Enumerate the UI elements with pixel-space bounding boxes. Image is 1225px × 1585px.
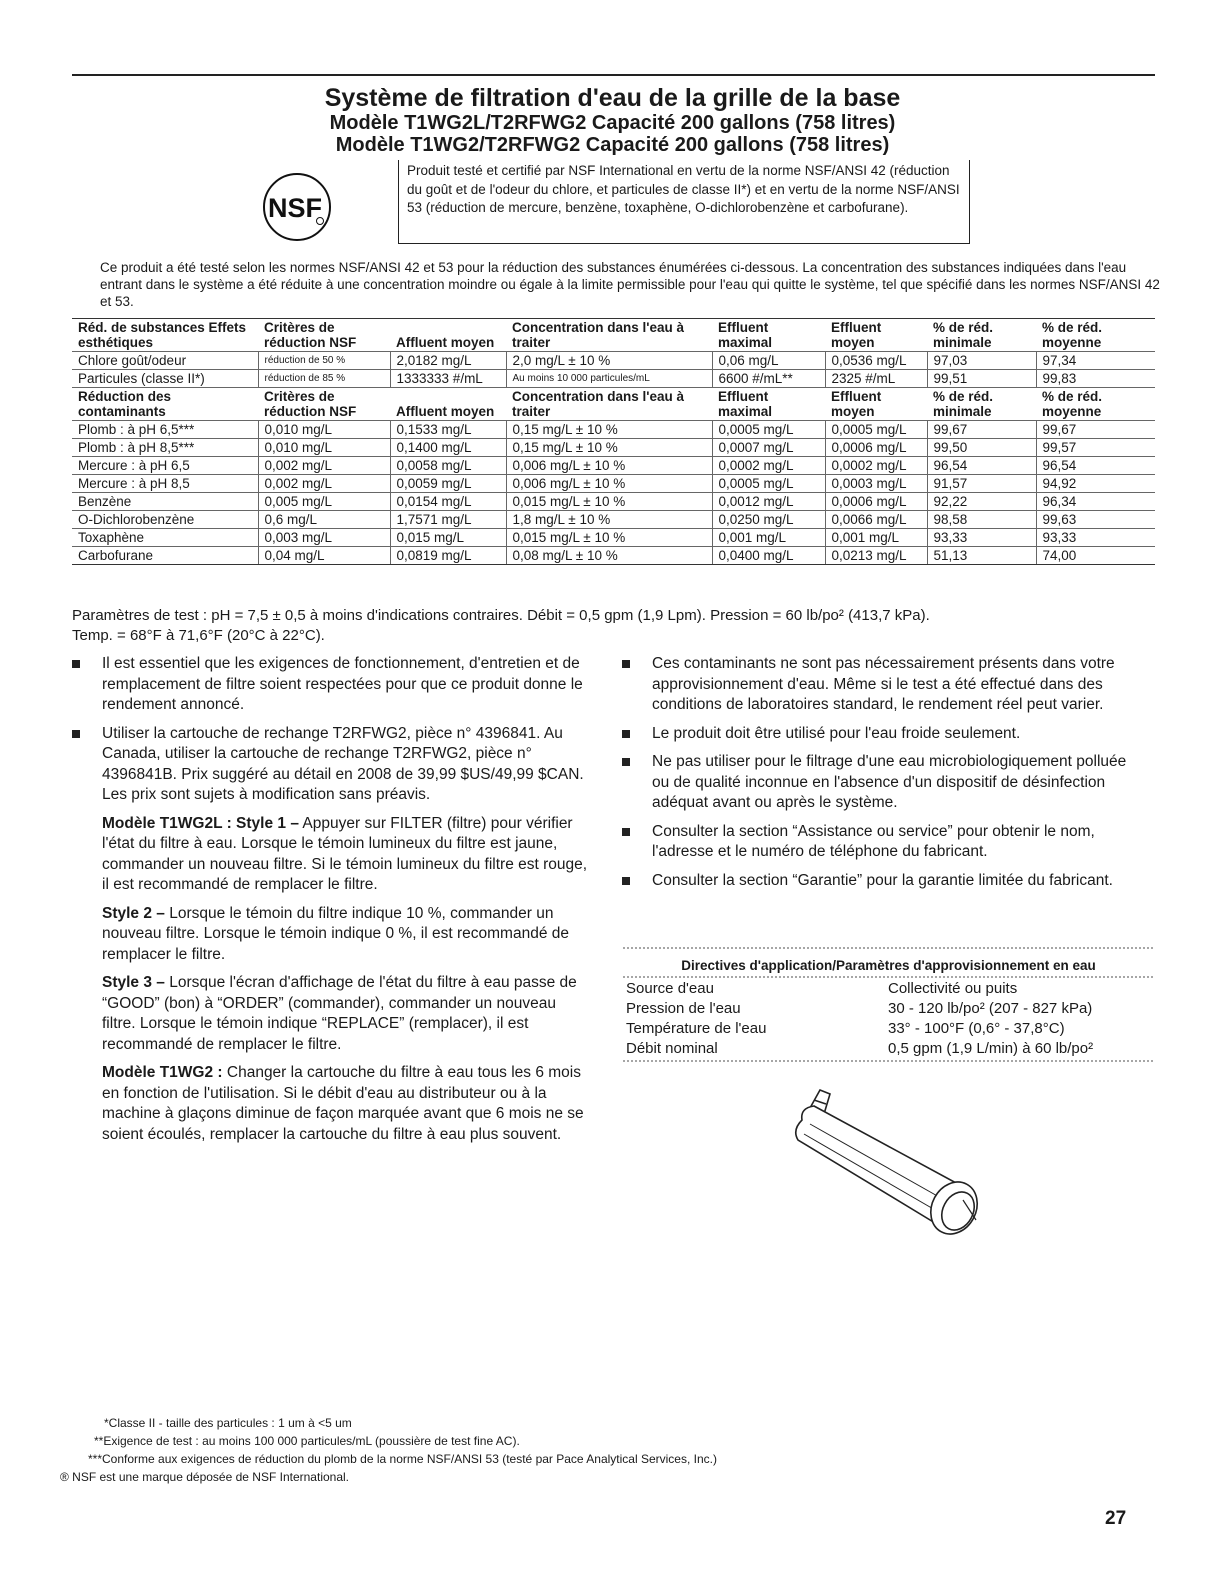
table-cell: 51,13 — [927, 547, 1036, 565]
table-cell: 0,15 mg/L ± 10 % — [506, 421, 712, 439]
style2-label: Style 2 – — [102, 904, 165, 922]
directive-row — [622, 999, 1155, 1019]
directives-box — [622, 946, 1155, 1063]
table-cell: 1333333 #/mL — [390, 370, 506, 388]
bullet-item — [622, 822, 1147, 863]
directives-title: Directives d'application/Paramètres d'approvisionnement en eau — [681, 958, 1096, 973]
table-cell: réduction de 50 % — [258, 352, 390, 370]
table-cell: 1,8 mg/L ± 10 % — [506, 511, 712, 529]
certification-text: Produit testé et certifié par NSF International en vertu de la norme NSF/ANSI 42 (réduction du goût et de l'odeur du chlore, et particules de classe II*) et en vertu de la norme NSF/ANSI 53 (réduction de mercure, benzène, toxaphène, O-dichlorobenzène et carbofurane). — [407, 163, 960, 215]
table-cell: 99,63 — [1036, 511, 1155, 529]
table-cell: 0,015 mg/L ± 10 % — [506, 493, 712, 511]
bullet-text: Ces contaminants ne sont pas nécessairement présents dans votre approvisionnement d'eau. Même si le test a été effectué dans des conditions de laboratoires standard, le rendement réel peut varier. — [652, 655, 1115, 713]
table-cell: 0,006 mg/L ± 10 % — [506, 475, 712, 493]
directive-row — [622, 1039, 1155, 1059]
footnote: ***Conforme aux exigences de réduction du plomb de la norme NSF/ANSI 53 (testé par Pace Analytical Services, Inc.) — [88, 1452, 717, 1466]
table-cell: Carbofurane — [72, 547, 258, 565]
bullet-item — [72, 654, 592, 716]
table-cell: 0,0058 mg/L — [390, 457, 506, 475]
table-cell: 93,33 — [1036, 529, 1155, 547]
directive-label: Source d'eau — [626, 980, 714, 997]
table-cell: 0,003 mg/L — [258, 529, 390, 547]
style3-paragraph — [102, 973, 592, 1055]
table-cell: Plomb : à pH 6,5*** — [72, 421, 258, 439]
bullet-square-icon — [622, 730, 630, 738]
table-cell: 0,0819 mg/L — [390, 547, 506, 565]
table-cell: 0,0250 mg/L — [712, 511, 825, 529]
page-title: Système de filtration d'eau de la grille de la base — [324, 84, 901, 112]
table-cell: 0,0002 mg/L — [825, 457, 927, 475]
table-cell: 0,0005 mg/L — [825, 421, 927, 439]
table-cell: 0,0003 mg/L — [825, 475, 927, 493]
table-cell: 2,0 mg/L ± 10 % — [506, 352, 712, 370]
model2-label: Modèle T1WG2 : — [102, 1064, 223, 1081]
table-cell: 99,51 — [927, 370, 1036, 388]
style1-text: Appuyer sur FILTER (filtre) pour vérifier l'état du filtre à eau. Lorsque le témoin lumineux du filtre est jaune, commander un nouveau filtre. Si le témoin lumineux du filtre est rouge, il est recommandé de remplacer le filtre. — [102, 814, 588, 893]
table-cell: 0,002 mg/L — [258, 475, 390, 493]
table-cell: 0,0059 mg/L — [390, 475, 506, 493]
table-row — [72, 439, 1155, 457]
table-cell: 0,0154 mg/L — [390, 493, 506, 511]
bullet-square-icon — [72, 660, 80, 668]
table-cell: 0,1400 mg/L — [390, 439, 506, 457]
table-cell: 0,0002 mg/L — [712, 457, 825, 475]
table-cell: 96,54 — [927, 457, 1036, 475]
directive-value: 30 - 120 lb/po² (207 - 827 kPa) — [888, 1000, 1093, 1017]
performance-table — [72, 318, 1155, 565]
bullet-text: Consulter la section “Assistance ou service” pour obtenir le nom, l'adresse et le numéro de téléphone du fabricant. — [652, 822, 1095, 860]
column-header: Critères de réduction NSF — [258, 388, 390, 421]
table-cell: 0,010 mg/L — [258, 439, 390, 457]
table-cell: 0,001 mg/L — [825, 529, 927, 547]
table-cell: 98,58 — [927, 511, 1036, 529]
test-parameters-line-2: Temp. = 68°F à 71,6°F (20°C à 22°C). — [72, 627, 325, 644]
footnote: *Classe II - taille des particules : 1 um à <5 um — [104, 1416, 352, 1430]
table-cell: O-Dichlorobenzène — [72, 511, 258, 529]
right-column — [622, 654, 1147, 899]
table-cell: 0,015 mg/L ± 10 % — [506, 529, 712, 547]
water-filter-cartridge-icon — [780, 1080, 1020, 1240]
bullet-item — [622, 871, 1147, 892]
table-cell: 0,0213 mg/L — [825, 547, 927, 565]
table-row — [72, 352, 1155, 370]
model-line-2: Modèle T1WG2/T2RFWG2 Capacité 200 gallons (758 litres) — [335, 134, 890, 156]
certification-box — [398, 160, 970, 244]
table-cell: Mercure : à pH 6,5 — [72, 457, 258, 475]
table-cell: 94,92 — [1036, 475, 1155, 493]
model2-text: Changer la cartouche du filtre à eau tous les 6 mois en fonction de l'utilisation. Si le débit d'eau au distributeur ou à la machine à glaçons diminue de façon marquée avant que 6 mois ne se soient écoulés, remplacer la cartouche du filtre à eau plus souvent. — [102, 1064, 584, 1143]
table-row — [72, 529, 1155, 547]
table-cell: 0,0007 mg/L — [712, 439, 825, 457]
test-parameters — [72, 606, 1155, 646]
table-cell: 99,67 — [927, 421, 1036, 439]
column-header: Concentration dans l'eau à traiter — [506, 388, 712, 421]
test-parameters-line-1: Paramètres de test : pH = 7,5 ± 0,5 à moins d'indications contraires. Débit = 0,5 gpm (1,9 Lpm). Pression = 60 lb/po² (413,7 kPa). — [72, 607, 930, 624]
page-number: 27 — [1105, 1508, 1127, 1529]
table-cell: 92,22 — [927, 493, 1036, 511]
column-header: Concentration dans l'eau à traiter — [506, 319, 712, 352]
table-cell: 0,010 mg/L — [258, 421, 390, 439]
column-header: % de réd. minimale — [927, 388, 1036, 421]
table-cell: Au moins 10 000 particules/mL — [506, 370, 712, 388]
table-cell: 99,57 — [1036, 439, 1155, 457]
bullet-square-icon — [622, 660, 630, 668]
style3-label: Style 3 – — [102, 974, 165, 991]
table-cell: 0,005 mg/L — [258, 493, 390, 511]
left-column — [72, 654, 592, 1153]
table-row — [72, 547, 1155, 565]
column-header: % de réd. moyenne — [1036, 319, 1155, 352]
bullet-item — [622, 724, 1147, 745]
table-cell: 0,015 mg/L — [390, 529, 506, 547]
column-header: % de réd. moyenne — [1036, 388, 1155, 421]
style1-paragraph — [102, 814, 592, 896]
table-row — [72, 370, 1155, 388]
directive-row — [622, 1019, 1155, 1039]
table-cell: Toxaphène — [72, 529, 258, 547]
directive-label: Température de l'eau — [626, 1020, 767, 1037]
table-cell: Benzène — [72, 493, 258, 511]
table-cell: 74,00 — [1036, 547, 1155, 565]
table-cell: 99,83 — [1036, 370, 1155, 388]
table-cell: 0,08 mg/L ± 10 % — [506, 547, 712, 565]
table-cell: 0,002 mg/L — [258, 457, 390, 475]
column-header: Affluent moyen — [390, 319, 506, 352]
table-cell: 0,1533 mg/L — [390, 421, 506, 439]
directive-label: Pression de l'eau — [626, 1000, 741, 1017]
nsf-logo-text: NSF — [268, 193, 322, 223]
model-line-1: Modèle T1WG2L/T2RFWG2 Capacité 200 gallons (758 litres) — [329, 112, 896, 134]
directive-value: 0,5 gpm (1,9 L/min) à 60 lb/po² — [888, 1040, 1094, 1057]
bullet-square-icon — [622, 877, 630, 885]
footnote: **Exigence de test : au moins 100 000 particules/mL (poussière de test fine AC). — [94, 1434, 520, 1448]
table-cell: 0,0005 mg/L — [712, 421, 825, 439]
bullet-text: Il est essentiel que les exigences de fonctionnement, d'entretien et de remplacement de filtre soient respectées pour que ce produit donne le rendement annoncé. — [102, 655, 583, 713]
table-cell: Particules (classe II*) — [72, 370, 258, 388]
table-cell: 91,57 — [927, 475, 1036, 493]
table-cell: Plomb : à pH 8,5*** — [72, 439, 258, 457]
column-header: Affluent moyen — [390, 388, 506, 421]
table-row — [72, 493, 1155, 511]
column-header: Effluent maximal — [712, 319, 825, 352]
column-header: Réd. de substances Effets esthétiques — [72, 319, 258, 352]
table-cell: 97,34 — [1036, 352, 1155, 370]
directive-row — [622, 979, 1155, 999]
style3-text: Lorsque l'écran d'affichage de l'état du filtre à eau passe de “GOOD” (bon) à “ORDER” (commander), commander un nouveau filtre. Lorsque le témoin indique “REPLACE” (remplacer), il est recommandé de remplacer le filtre. — [102, 974, 577, 1053]
footnotes — [60, 1414, 717, 1486]
table-cell: 0,0400 mg/L — [712, 547, 825, 565]
table-cell: 96,34 — [1036, 493, 1155, 511]
directive-label: Débit nominal — [626, 1040, 718, 1057]
bullet-text: Le produit doit être utilisé pour l'eau froide seulement. — [652, 724, 1021, 742]
table-row — [72, 475, 1155, 493]
bullet-item — [622, 752, 1147, 814]
table-cell: Chlore goût/odeur — [72, 352, 258, 370]
style2-paragraph — [102, 904, 592, 966]
table-cell: 97,03 — [927, 352, 1036, 370]
column-header: Effluent moyen — [825, 319, 927, 352]
table-cell: 99,67 — [1036, 421, 1155, 439]
model2-paragraph — [102, 1063, 592, 1145]
bullet-item — [622, 654, 1147, 716]
table-cell: 6600 #/mL** — [712, 370, 825, 388]
bullet-text: Utiliser la cartouche de rechange T2RFWG2, pièce n° 4396841. Au Canada, utiliser la cartouche de rechange T2RFWG2, pièce n° 4396841B. Prix suggéré au détail en 2008 de 39,99 $US/49,99 $CAN. Les prix sont sujets à modification sans préavis. — [102, 724, 584, 803]
table-cell: réduction de 85 % — [258, 370, 390, 388]
table-cell: 0,06 mg/L — [712, 352, 825, 370]
directive-value: 33° - 100°F (0,6° - 37,8°C) — [888, 1020, 1065, 1037]
dotted-divider — [622, 1059, 1155, 1063]
bullet-square-icon — [622, 758, 630, 766]
table-cell: 93,33 — [927, 529, 1036, 547]
bullet-text: Consulter la section “Garantie” pour la garantie limitée du fabricant. — [652, 871, 1113, 889]
table-header-row — [72, 388, 1155, 421]
column-header: % de réd. minimale — [927, 319, 1036, 352]
table-cell: 0,0005 mg/L — [712, 475, 825, 493]
table-row — [72, 511, 1155, 529]
table-cell: 99,50 — [927, 439, 1036, 457]
table-cell: 0,001 mg/L — [712, 529, 825, 547]
table-row — [72, 421, 1155, 439]
table-cell: 0,006 mg/L ± 10 % — [506, 457, 712, 475]
table-cell: 2325 #/mL — [825, 370, 927, 388]
table-row — [72, 457, 1155, 475]
table-cell: 0,6 mg/L — [258, 511, 390, 529]
table-cell: 0,15 mg/L ± 10 % — [506, 439, 712, 457]
column-header: Effluent moyen — [825, 388, 927, 421]
table-header-row — [72, 319, 1155, 352]
bullet-square-icon — [622, 828, 630, 836]
table-cell: 0,0006 mg/L — [825, 439, 927, 457]
bullet-square-icon — [72, 730, 80, 738]
table-cell: 96,54 — [1036, 457, 1155, 475]
table-cell: 0,04 mg/L — [258, 547, 390, 565]
table-cell: 1,7571 mg/L — [390, 511, 506, 529]
table-cell: 0,0012 mg/L — [712, 493, 825, 511]
top-rule — [72, 74, 1155, 76]
table-cell: 2,0182 mg/L — [390, 352, 506, 370]
directive-value: Collectivité ou puits — [888, 980, 1018, 997]
footnote: ® NSF est une marque déposée de NSF International. — [60, 1470, 350, 1484]
column-header: Critères de réduction NSF — [258, 319, 390, 352]
table-cell: 0,0066 mg/L — [825, 511, 927, 529]
column-header: Effluent maximal — [712, 388, 825, 421]
dotted-divider — [622, 946, 1155, 950]
nsf-certification-logo-icon — [256, 172, 338, 242]
table-cell: Mercure : à pH 8,5 — [72, 475, 258, 493]
bullet-item — [72, 724, 592, 806]
bullet-text: Ne pas utiliser pour le filtrage d'une eau microbiologiquement polluée ou de qualité inconnue en l'absence d'un dispositif de désinfection adéquat avant ou après le système. — [652, 753, 1127, 811]
style2-text: Lorsque le témoin du filtre indique 10 %, commander un nouveau filtre. Lorsque le témoin indique 0 %, il est recommandé de remplacer le filtre. — [102, 904, 569, 963]
intro-paragraph: Ce produit a été testé selon les normes NSF/ANSI 42 et 53 pour la réduction des substances énumérées ci-dessous. La concentration des substances indiquées dans l'eau entrant dans le système a été réduite à une concentration moindre ou égale à la limite permissible pour l'eau qui quitte le système, tel que spécifié dans les normes NSF/ANSI 42 et 53. — [100, 260, 1160, 309]
column-header: Réduction des contaminants — [72, 388, 258, 421]
table-cell: 0,0536 mg/L — [825, 352, 927, 370]
style1-label: Modèle T1WG2L : Style 1 – — [102, 814, 299, 832]
table-cell: 0,0006 mg/L — [825, 493, 927, 511]
